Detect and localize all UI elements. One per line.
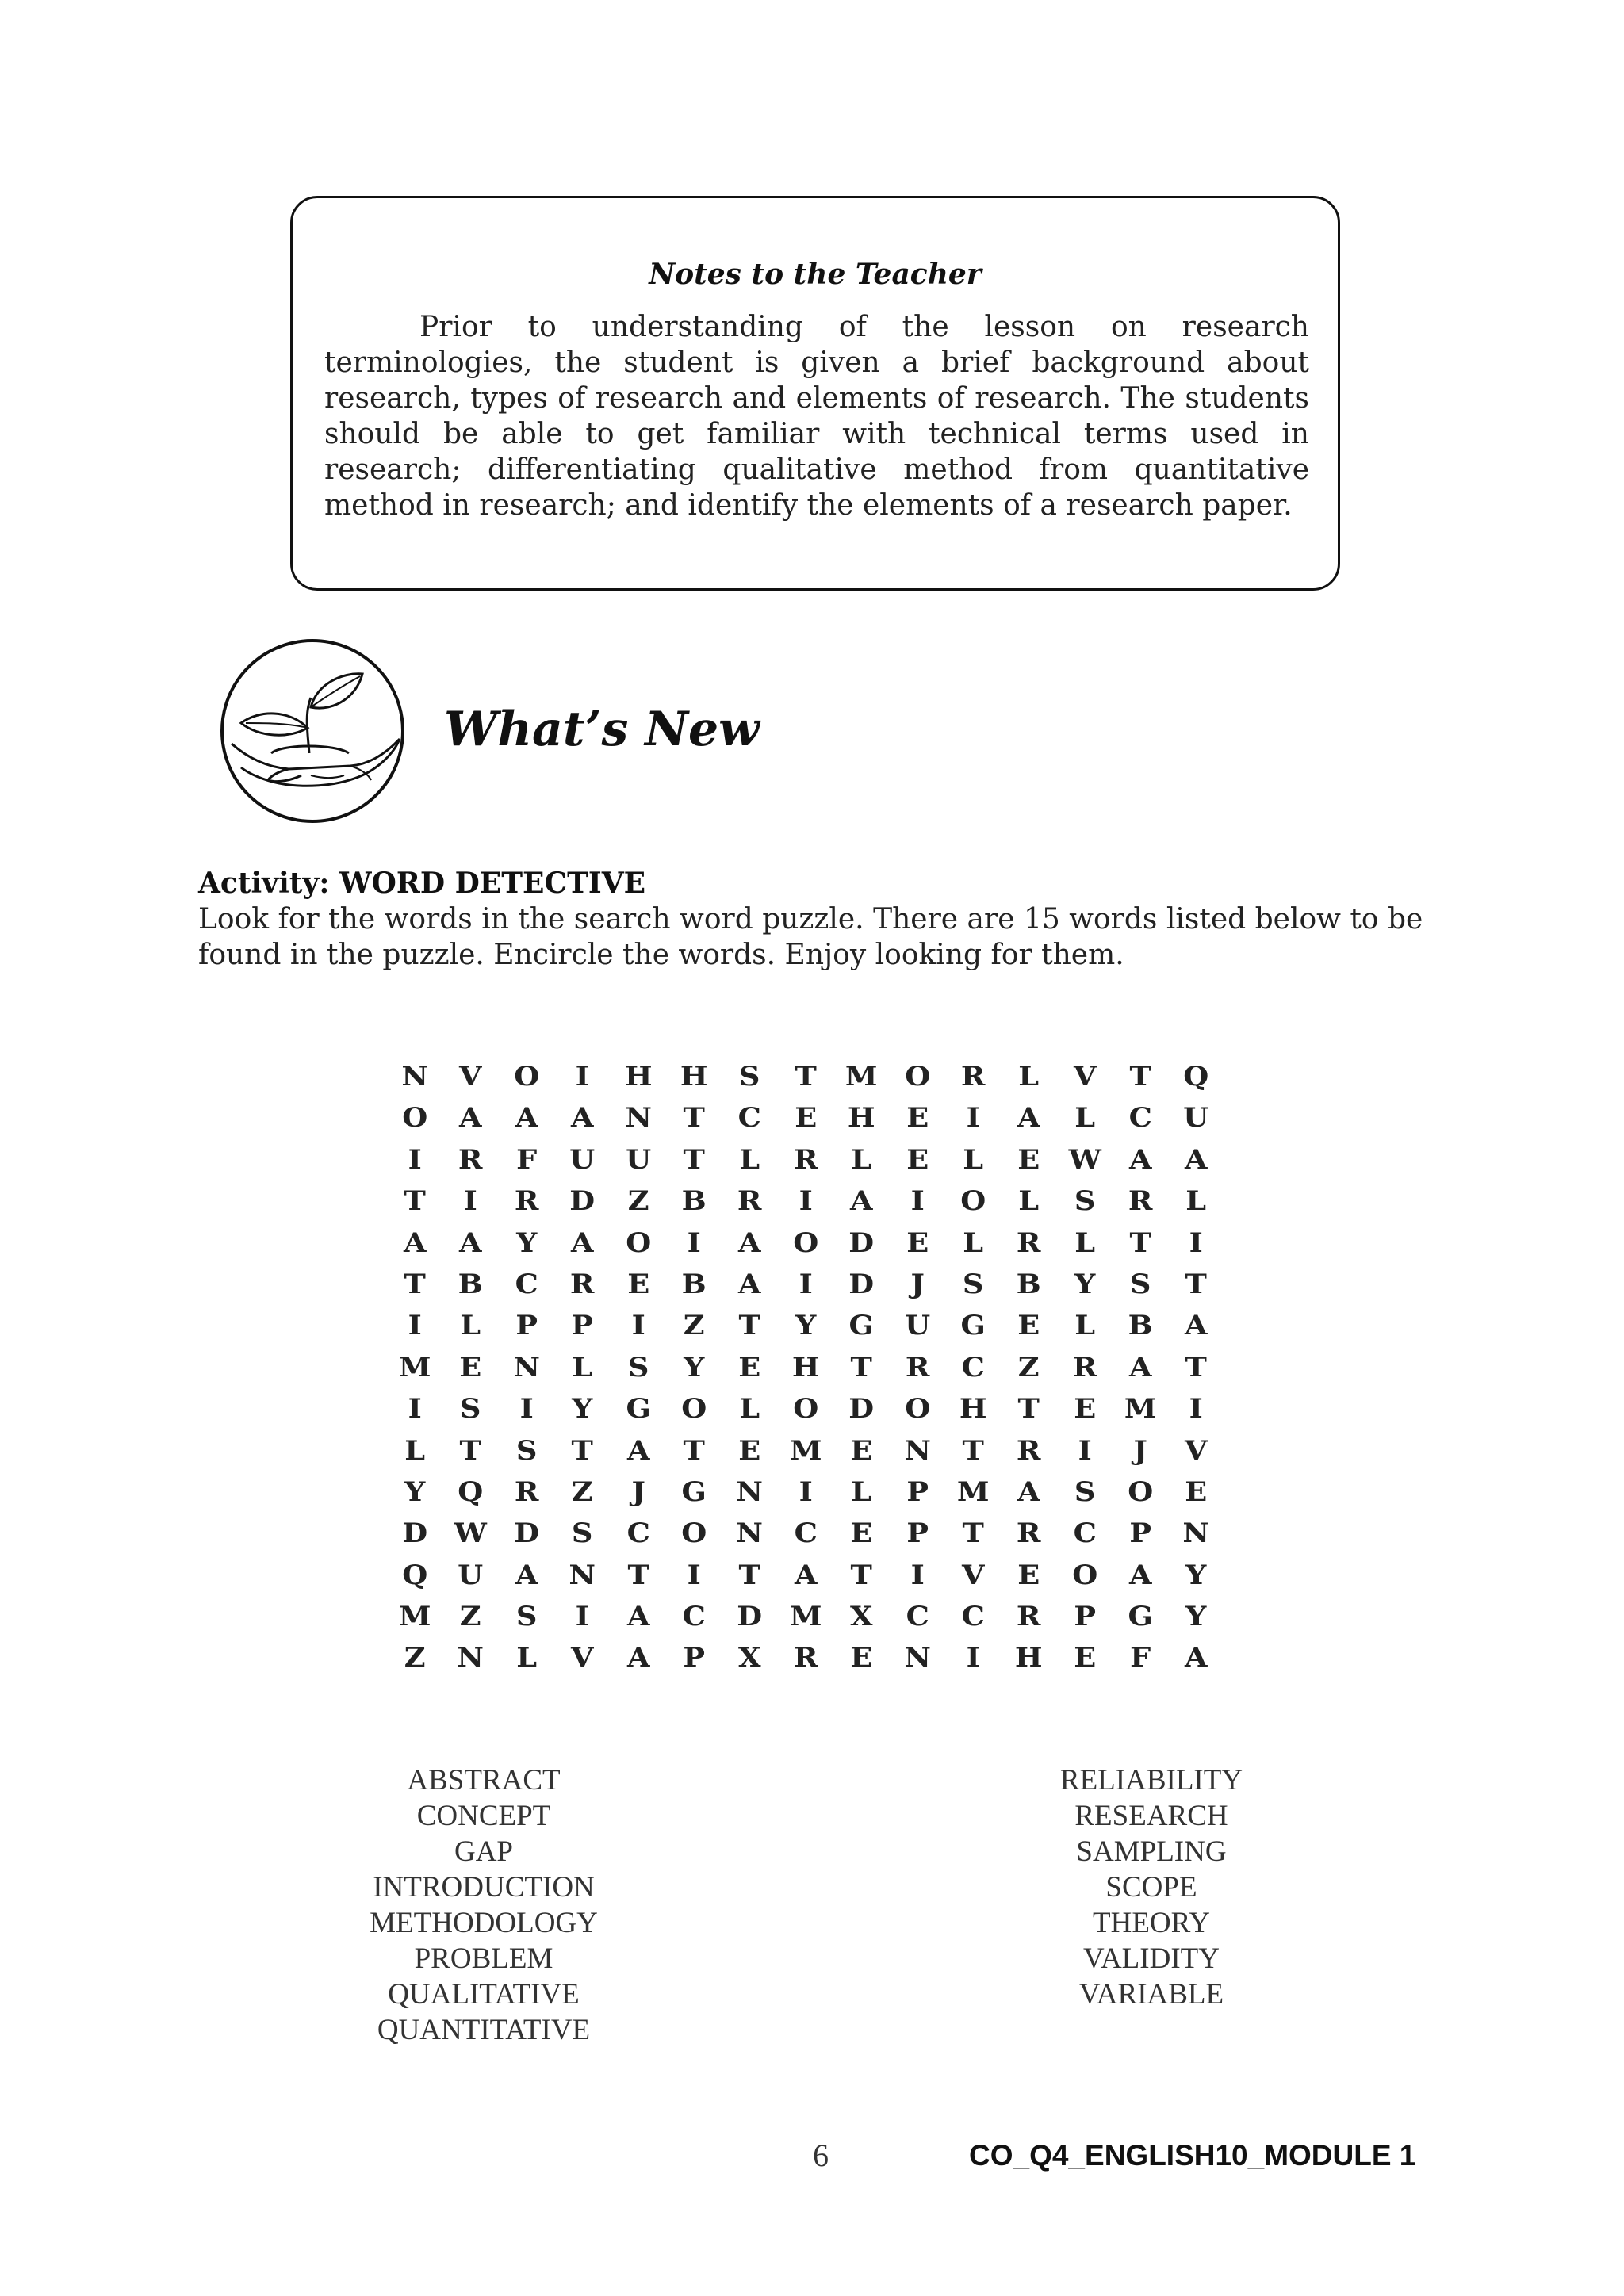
puzzle-letter[interactable]: Q: [1183, 1061, 1209, 1093]
puzzle-letter[interactable]: A: [1129, 1559, 1152, 1591]
puzzle-letter[interactable]: U: [458, 1559, 484, 1591]
puzzle-letter[interactable]: C: [1073, 1517, 1097, 1550]
puzzle-letter[interactable]: I: [799, 1268, 813, 1300]
puzzle-letter[interactable]: R: [905, 1351, 929, 1383]
puzzle-letter[interactable]: L: [1018, 1061, 1040, 1093]
puzzle-letter[interactable]: Z: [571, 1475, 593, 1508]
puzzle-letter[interactable]: I: [1189, 1226, 1204, 1259]
puzzle-letter[interactable]: I: [1189, 1393, 1204, 1425]
puzzle-letter[interactable]: C: [961, 1601, 985, 1633]
puzzle-letter[interactable]: V: [1185, 1434, 1208, 1467]
puzzle-letter[interactable]: G: [848, 1310, 875, 1342]
puzzle-letter[interactable]: L: [851, 1143, 872, 1176]
puzzle-letter[interactable]: L: [460, 1310, 481, 1342]
word-list-item: RESEARCH: [1074, 1800, 1228, 1832]
puzzle-letter[interactable]: B: [1016, 1268, 1042, 1300]
puzzle-letter[interactable]: Y: [1074, 1268, 1095, 1300]
word-list-item: PROBLEM: [414, 1942, 553, 1975]
puzzle-letter[interactable]: G: [681, 1475, 707, 1508]
puzzle-letter[interactable]: E: [1017, 1310, 1040, 1342]
puzzle-letter[interactable]: T: [571, 1434, 594, 1467]
puzzle-letter[interactable]: Q: [402, 1559, 428, 1591]
puzzle-letter[interactable]: I: [910, 1185, 925, 1218]
puzzle-letter[interactable]: T: [404, 1185, 426, 1218]
puzzle-letter[interactable]: M: [398, 1601, 431, 1633]
puzzle-letter[interactable]: D: [569, 1185, 596, 1218]
puzzle-letter[interactable]: D: [402, 1517, 428, 1550]
puzzle-letter[interactable]: B: [681, 1185, 707, 1218]
puzzle-letter[interactable]: H: [847, 1102, 875, 1135]
puzzle-letter[interactable]: S: [739, 1061, 760, 1093]
puzzle-letter[interactable]: X: [850, 1601, 873, 1633]
puzzle-letter[interactable]: O: [1128, 1475, 1154, 1508]
puzzle-letter[interactable]: Y: [404, 1475, 426, 1508]
puzzle-letter[interactable]: C: [906, 1601, 929, 1633]
puzzle-letter[interactable]: I: [966, 1102, 980, 1135]
puzzle-letter[interactable]: D: [514, 1517, 539, 1550]
puzzle-letter[interactable]: P: [1074, 1601, 1096, 1633]
puzzle-letter[interactable]: I: [575, 1061, 589, 1093]
puzzle-letter[interactable]: E: [850, 1434, 873, 1467]
puzzle-letter[interactable]: Y: [795, 1310, 817, 1342]
word-list-item: CONCEPT: [416, 1800, 551, 1832]
puzzle-letter[interactable]: M: [1124, 1393, 1157, 1425]
puzzle-letter[interactable]: R: [793, 1143, 818, 1176]
notes-body: Prior to understanding of the lesson on research terminologies, the student is given a brief background about research, types of research and elements of research. The students should be able to get familiar with technical terms used in research; differentiating qualitative method from quantitative method in research; and identify the elements of a research paper.: [324, 311, 1309, 522]
puzzle-letter[interactable]: L: [516, 1642, 537, 1674]
activity-title: Activity: WORD DETECTIVE: [198, 867, 646, 900]
puzzle-letter[interactable]: Z: [460, 1601, 481, 1633]
puzzle-letter[interactable]: F: [1130, 1642, 1151, 1674]
puzzle-letter[interactable]: L: [963, 1226, 984, 1259]
puzzle-letter[interactable]: E: [1017, 1143, 1040, 1176]
puzzle-letter[interactable]: S: [962, 1268, 984, 1300]
puzzle-letter[interactable]: T: [683, 1434, 705, 1467]
puzzle-letter[interactable]: N: [513, 1351, 540, 1383]
puzzle-letter[interactable]: P: [906, 1517, 929, 1550]
puzzle-letter[interactable]: C: [682, 1601, 706, 1633]
puzzle-letter[interactable]: O: [792, 1393, 818, 1425]
puzzle-letter[interactable]: I: [1078, 1434, 1092, 1467]
notes-body-wrap: [324, 309, 1309, 523]
puzzle-letter[interactable]: T: [1185, 1351, 1208, 1383]
puzzle-letter[interactable]: J: [910, 1268, 925, 1300]
puzzle-letter[interactable]: M: [956, 1475, 990, 1508]
puzzle-letter[interactable]: X: [738, 1642, 761, 1674]
puzzle-letter[interactable]: U: [625, 1143, 651, 1176]
puzzle-letter[interactable]: R: [1017, 1434, 1041, 1467]
puzzle-letter[interactable]: O: [513, 1061, 539, 1093]
puzzle-letter[interactable]: T: [1129, 1226, 1151, 1259]
puzzle-letter[interactable]: V: [459, 1061, 482, 1093]
puzzle-letter[interactable]: L: [1074, 1102, 1095, 1135]
puzzle-letter[interactable]: O: [681, 1393, 707, 1425]
puzzle-letter[interactable]: D: [848, 1226, 875, 1259]
puzzle-letter[interactable]: N: [457, 1642, 485, 1674]
word-list-left: [309, 1762, 658, 2048]
puzzle-letter[interactable]: A: [1185, 1310, 1208, 1342]
puzzle-letter[interactable]: M: [789, 1434, 822, 1467]
puzzle-letter[interactable]: H: [959, 1393, 987, 1425]
puzzle-letter[interactable]: I: [575, 1601, 589, 1633]
puzzle-letter[interactable]: J: [1133, 1434, 1147, 1467]
puzzle-letter[interactable]: T: [795, 1061, 817, 1093]
puzzle-letter[interactable]: R: [737, 1185, 762, 1218]
puzzle-letter[interactable]: R: [960, 1061, 986, 1093]
puzzle-letter[interactable]: L: [404, 1434, 426, 1467]
puzzle-letter[interactable]: R: [1072, 1351, 1097, 1383]
puzzle-letter[interactable]: L: [851, 1475, 872, 1508]
puzzle-letter[interactable]: B: [1128, 1310, 1153, 1342]
puzzle-letter[interactable]: O: [681, 1517, 707, 1550]
word-list-item: INTRODUCTION: [373, 1871, 595, 1904]
puzzle-letter[interactable]: R: [514, 1475, 539, 1508]
puzzle-letter[interactable]: A: [571, 1102, 594, 1135]
puzzle-letter[interactable]: T: [683, 1143, 705, 1176]
puzzle-letter[interactable]: A: [850, 1185, 873, 1218]
puzzle-letter[interactable]: N: [569, 1559, 596, 1591]
puzzle-letter[interactable]: A: [738, 1268, 761, 1300]
module-code: CO_Q4_ENGLISH10_MODULE 1: [969, 2139, 1416, 2172]
puzzle-letter[interactable]: V: [1073, 1061, 1097, 1093]
puzzle-letter[interactable]: I: [631, 1310, 645, 1342]
puzzle-letter[interactable]: S: [1074, 1185, 1096, 1218]
puzzle-letter[interactable]: T: [850, 1559, 872, 1591]
puzzle-letter[interactable]: A: [515, 1559, 538, 1591]
puzzle-letter[interactable]: N: [903, 1434, 931, 1467]
section-title: What’s New: [444, 702, 760, 757]
puzzle-letter[interactable]: L: [1074, 1226, 1095, 1259]
puzzle-letter[interactable]: Z: [683, 1310, 705, 1342]
activity-description: Look for the words in the search word puzzle. There are 15 words listed below to be found in the puzzle. Encircle the words. Enjoy looking for them.: [198, 903, 1423, 971]
puzzle-letter[interactable]: G: [1128, 1601, 1153, 1633]
puzzle-letter[interactable]: E: [906, 1102, 929, 1135]
word-list-item: SAMPLING: [1076, 1835, 1227, 1868]
puzzle-letter[interactable]: L: [1018, 1185, 1040, 1218]
puzzle-letter[interactable]: I: [463, 1185, 478, 1218]
puzzle-letter[interactable]: S: [1130, 1268, 1151, 1300]
puzzle-letter[interactable]: R: [1017, 1226, 1041, 1259]
puzzle-letter[interactable]: W: [1068, 1143, 1101, 1176]
puzzle-letter[interactable]: A: [626, 1434, 650, 1467]
puzzle-letter[interactable]: B: [681, 1268, 707, 1300]
puzzle-letter[interactable]: D: [737, 1601, 763, 1633]
puzzle-letter[interactable]: V: [571, 1642, 594, 1674]
puzzle-letter[interactable]: P: [683, 1642, 705, 1674]
puzzle-letter[interactable]: Q: [458, 1475, 484, 1508]
puzzle-letter[interactable]: G: [626, 1393, 651, 1425]
puzzle-letter[interactable]: N: [1182, 1517, 1210, 1550]
puzzle-letter[interactable]: A: [1185, 1143, 1208, 1176]
puzzle-letter[interactable]: V: [961, 1559, 985, 1591]
puzzle-letter[interactable]: F: [515, 1143, 538, 1176]
puzzle-letter[interactable]: Y: [1185, 1559, 1207, 1591]
puzzle-letter[interactable]: P: [515, 1310, 538, 1342]
puzzle-letter[interactable]: A: [459, 1102, 482, 1135]
puzzle-letter[interactable]: I: [408, 1393, 422, 1425]
puzzle-letter[interactable]: M: [789, 1601, 822, 1633]
puzzle-letter[interactable]: E: [1017, 1559, 1040, 1591]
puzzle-letter[interactable]: O: [402, 1102, 428, 1135]
puzzle-letter[interactable]: I: [687, 1226, 701, 1259]
puzzle-letter[interactable]: A: [1185, 1642, 1208, 1674]
puzzle-letter[interactable]: M: [398, 1351, 431, 1383]
puzzle-letter[interactable]: R: [458, 1143, 483, 1176]
puzzle-letter[interactable]: N: [903, 1642, 931, 1674]
puzzle-letter[interactable]: C: [961, 1351, 985, 1383]
puzzle-letter[interactable]: E: [906, 1143, 929, 1176]
puzzle-letter[interactable]: A: [626, 1642, 650, 1674]
puzzle-letter[interactable]: R: [514, 1185, 539, 1218]
puzzle-letter[interactable]: Y: [1185, 1601, 1207, 1633]
puzzle-letter[interactable]: C: [515, 1268, 538, 1300]
puzzle-letter[interactable]: T: [1185, 1268, 1208, 1300]
page-number: 6: [813, 2137, 829, 2173]
puzzle-letter[interactable]: S: [515, 1601, 538, 1633]
puzzle-letter[interactable]: T: [738, 1559, 761, 1591]
puzzle-letter[interactable]: H: [1015, 1642, 1043, 1674]
puzzle-letter[interactable]: O: [792, 1226, 818, 1259]
puzzle-letter[interactable]: U: [569, 1143, 596, 1176]
puzzle-letter[interactable]: R: [1017, 1517, 1041, 1550]
puzzle-letter[interactable]: J: [631, 1475, 645, 1508]
puzzle-letter[interactable]: Y: [515, 1226, 538, 1259]
puzzle-letter[interactable]: P: [906, 1475, 929, 1508]
puzzle-letter[interactable]: D: [848, 1268, 875, 1300]
puzzle-letter[interactable]: E: [794, 1102, 817, 1135]
puzzle-letter[interactable]: Z: [404, 1642, 426, 1674]
notes-title: Notes to the Teacher: [649, 258, 982, 291]
puzzle-letter[interactable]: T: [404, 1268, 426, 1300]
puzzle-letter[interactable]: O: [904, 1061, 930, 1093]
puzzle-letter[interactable]: E: [1185, 1475, 1208, 1508]
puzzle-letter[interactable]: E: [850, 1642, 873, 1674]
puzzle-letter[interactable]: O: [904, 1393, 930, 1425]
puzzle-letter[interactable]: I: [966, 1642, 980, 1674]
puzzle-letter[interactable]: T: [627, 1559, 649, 1591]
puzzle-letter[interactable]: R: [570, 1268, 595, 1300]
word-search-grid[interactable]: [387, 1056, 1224, 1679]
puzzle-letter[interactable]: W: [454, 1517, 488, 1550]
puzzle-letter[interactable]: E: [850, 1517, 873, 1550]
puzzle-letter[interactable]: L: [739, 1143, 760, 1176]
word-list-right: [977, 1762, 1326, 2012]
puzzle-letter[interactable]: R: [1128, 1185, 1153, 1218]
puzzle-letter[interactable]: A: [626, 1601, 650, 1633]
puzzle-letter[interactable]: P: [571, 1310, 594, 1342]
puzzle-letter[interactable]: A: [459, 1226, 482, 1259]
puzzle-letter[interactable]: L: [1074, 1310, 1095, 1342]
puzzle-letter[interactable]: A: [1129, 1143, 1152, 1176]
puzzle-letter[interactable]: E: [1073, 1393, 1096, 1425]
puzzle-letter[interactable]: I: [799, 1475, 813, 1508]
puzzle-letter[interactable]: O: [960, 1185, 986, 1218]
puzzle-letter[interactable]: L: [1185, 1185, 1207, 1218]
puzzle-letter[interactable]: S: [515, 1434, 538, 1467]
puzzle-letter[interactable]: I: [687, 1559, 701, 1591]
puzzle-letter[interactable]: E: [738, 1351, 761, 1383]
puzzle-letter[interactable]: A: [515, 1102, 538, 1135]
puzzle-letter[interactable]: C: [1128, 1102, 1152, 1135]
word-list-item: THEORY: [1093, 1907, 1210, 1939]
puzzle-letter[interactable]: E: [906, 1226, 929, 1259]
puzzle-letter[interactable]: T: [850, 1351, 872, 1383]
puzzle-letter[interactable]: H: [680, 1061, 708, 1093]
puzzle-letter[interactable]: A: [1017, 1102, 1040, 1135]
puzzle-letter[interactable]: H: [624, 1061, 653, 1093]
puzzle-letter[interactable]: I: [519, 1393, 534, 1425]
puzzle-letter[interactable]: S: [460, 1393, 481, 1425]
puzzle-letter[interactable]: A: [571, 1226, 594, 1259]
puzzle-letter[interactable]: U: [1183, 1102, 1209, 1135]
puzzle-letter[interactable]: T: [459, 1434, 482, 1467]
puzzle-letter[interactable]: L: [572, 1351, 593, 1383]
puzzle-letter[interactable]: M: [845, 1061, 878, 1093]
puzzle-letter[interactable]: A: [403, 1226, 427, 1259]
puzzle-letter[interactable]: T: [1129, 1061, 1151, 1093]
puzzle-letter[interactable]: Y: [572, 1393, 593, 1425]
puzzle-letter[interactable]: C: [794, 1517, 818, 1550]
puzzle-letter[interactable]: I: [408, 1310, 422, 1342]
puzzle-letter[interactable]: E: [626, 1268, 649, 1300]
puzzle-letter[interactable]: S: [572, 1517, 593, 1550]
puzzle-letter[interactable]: Z: [1018, 1351, 1040, 1383]
word-list-item: METHODOLOGY: [370, 1907, 598, 1939]
puzzle-letter[interactable]: N: [401, 1061, 428, 1093]
puzzle-letter[interactable]: N: [736, 1475, 764, 1508]
puzzle-letter[interactable]: L: [739, 1393, 760, 1425]
puzzle-letter[interactable]: D: [848, 1393, 875, 1425]
puzzle-letter[interactable]: S: [627, 1351, 649, 1383]
word-list-item: VALIDITY: [1083, 1942, 1220, 1975]
puzzle-letter[interactable]: I: [799, 1185, 813, 1218]
word-list-item: GAP: [454, 1835, 514, 1868]
puzzle-letter[interactable]: P: [1129, 1517, 1152, 1550]
puzzle-letter[interactable]: Z: [627, 1185, 649, 1218]
puzzle-letter[interactable]: T: [962, 1434, 984, 1467]
puzzle-letter[interactable]: Y: [684, 1351, 705, 1383]
puzzle-letter[interactable]: E: [738, 1434, 761, 1467]
puzzle-letter[interactable]: C: [737, 1102, 762, 1135]
puzzle-letter[interactable]: L: [963, 1143, 984, 1176]
puzzle-letter[interactable]: A: [738, 1226, 761, 1259]
word-list-item: RELIABILITY: [1059, 1764, 1243, 1797]
puzzle-letter[interactable]: I: [408, 1143, 422, 1176]
word-list-item: QUANTITATIVE: [377, 2014, 591, 2046]
puzzle-letter[interactable]: I: [910, 1559, 925, 1591]
puzzle-letter[interactable]: H: [791, 1351, 820, 1383]
puzzle-letter[interactable]: U: [904, 1310, 930, 1342]
word-list-item: VARIABLE: [1078, 1978, 1224, 2011]
puzzle-letter[interactable]: T: [962, 1517, 984, 1550]
puzzle-letter[interactable]: R: [793, 1642, 818, 1674]
puzzle-letter[interactable]: A: [1129, 1351, 1152, 1383]
plant-in-hand-icon: [216, 634, 409, 828]
notes-to-teacher-box: [290, 196, 1340, 591]
puzzle-letter[interactable]: T: [1017, 1393, 1040, 1425]
puzzle-letter[interactable]: A: [1017, 1475, 1040, 1508]
word-list-item: QUALITATIVE: [388, 1978, 580, 2011]
puzzle-letter[interactable]: C: [626, 1517, 650, 1550]
puzzle-letter[interactable]: R: [1017, 1601, 1041, 1633]
puzzle-letter[interactable]: G: [960, 1310, 986, 1342]
puzzle-letter[interactable]: B: [458, 1268, 484, 1300]
puzzle-letter[interactable]: T: [683, 1102, 705, 1135]
puzzle-letter[interactable]: N: [736, 1517, 764, 1550]
puzzle-letter[interactable]: O: [1071, 1559, 1097, 1591]
puzzle-letter[interactable]: N: [624, 1102, 652, 1135]
word-list-item: ABSTRACT: [407, 1764, 561, 1797]
puzzle-letter[interactable]: A: [794, 1559, 818, 1591]
puzzle-letter[interactable]: E: [1073, 1642, 1096, 1674]
word-list-item: SCOPE: [1105, 1871, 1197, 1904]
puzzle-letter[interactable]: E: [459, 1351, 482, 1383]
puzzle-letter[interactable]: S: [1074, 1475, 1096, 1508]
puzzle-letter[interactable]: T: [738, 1310, 761, 1342]
puzzle-letter[interactable]: O: [625, 1226, 651, 1259]
